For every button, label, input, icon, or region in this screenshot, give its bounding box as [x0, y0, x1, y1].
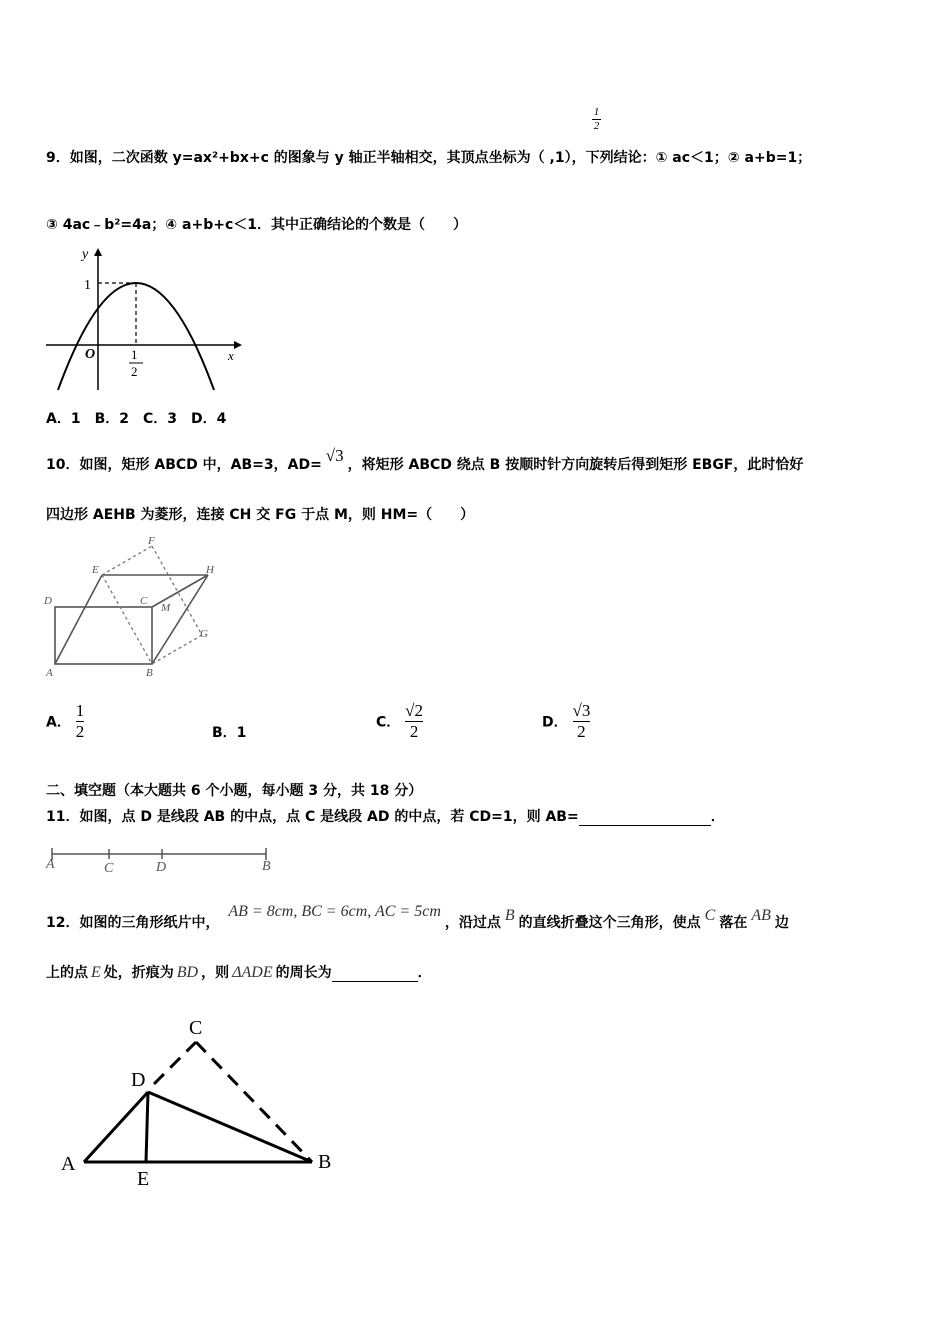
dashed-dc — [154, 1042, 196, 1084]
label-a: A — [61, 1153, 76, 1175]
q12-line1: 12．如图的三角形纸片中， AB = 8cm, BC = 6cm, AC = 5cm，沿过点 B 的直线折叠这个三角形，使点 C 落在 AB 边 — [46, 903, 789, 931]
q9-line1: 9．如图，二次函数 y=ax²+bx+c 的图象与 y 轴正半轴相交，其顶点坐标为（ ,1），下列结论：① ac＜1；② a+b=1； — [46, 150, 812, 166]
q10-option-d: D． $\frac{√3}{2}$ — [542, 701, 591, 741]
half-den-label: 2 — [131, 364, 138, 379]
label-d: D — [156, 860, 167, 875]
frac-sqrt3-half: $\frac{√3}{2}$ — [572, 701, 591, 741]
label-b: B — [146, 667, 153, 679]
q9-parabola-graph — [44, 244, 244, 394]
label-e: E — [137, 1168, 150, 1190]
label-a: A — [46, 857, 55, 872]
q12-triangle-figure — [56, 1012, 346, 1194]
label-d: D — [44, 595, 52, 607]
label-f: F — [148, 535, 155, 547]
sqrt3-inline: √3 — [325, 446, 344, 465]
origin-label: O — [85, 347, 96, 362]
q9-half-fraction: 1 2 — [593, 106, 600, 132]
section2-title: 二、填空题（本大题共 6 个小题，每小题 3 分，共 18 分） — [46, 783, 423, 799]
one-label: 1 — [84, 278, 91, 293]
fold-bd — [148, 1092, 312, 1162]
answer-blank[interactable] — [579, 810, 711, 826]
q10-option-b: B．1 — [212, 725, 247, 741]
q10-rectangle-figure — [40, 534, 230, 686]
q10-line2: 四边形 AEHB 为菱形，连接 CH 交 FG 于点 M，则 HM=（ ） — [46, 507, 475, 523]
x-label: x — [228, 348, 234, 363]
frac-one-half: $\frac{1}{2}$ — [75, 701, 85, 741]
label-e: E — [92, 564, 99, 576]
y-label: y — [82, 247, 89, 262]
q11-segment-figure — [44, 844, 276, 876]
seg-ef-dashed — [102, 546, 152, 575]
label-d: D — [131, 1069, 146, 1091]
q11-text: 11．如图，点 D 是线段 AB 的中点，点 C 是线段 AD 的中点，若 CD=1，则 AB= ． — [46, 809, 725, 825]
label-m: M — [161, 602, 171, 614]
q12-math-lengths: AB = 8cm, BC = 6cm, AC = 5cm — [228, 903, 441, 920]
seg-gb-dashed — [152, 635, 202, 664]
seg-de — [146, 1092, 148, 1162]
answer-blank[interactable] — [332, 966, 418, 982]
x-axis-arrow-icon — [234, 341, 242, 349]
seg-hb — [152, 575, 208, 664]
side-ad — [84, 1092, 148, 1162]
label-h: H — [206, 564, 214, 576]
dashed-cb — [196, 1042, 312, 1162]
label-c: C — [140, 595, 148, 607]
q10-option-a: A． $\frac{1}{2}$ — [46, 701, 85, 741]
label-c: C — [104, 861, 114, 876]
y-axis-arrow-icon — [94, 248, 102, 256]
label-c: C — [189, 1017, 203, 1039]
q10-option-c: C． $\frac{√2}{2}$ — [376, 701, 423, 741]
seg-eb-dashed — [102, 575, 152, 664]
q9-line2: ③ 4ac﹣b²=4a；④ a+b+c＜1．其中正确结论的个数是（ ） — [46, 217, 467, 233]
q10-line1: 10．如图，矩形 ABCD 中，AB=3，AD= √3 ，将矩形 ABCD 绕点 B 按顺时针方向旋转后得到矩形 EBGF，此时恰好 — [46, 446, 804, 473]
seg-ae — [55, 575, 102, 664]
label-b: B — [262, 859, 271, 874]
half-num-label: 1 — [131, 347, 138, 362]
frac-sqrt2-half: $\frac{√2}{2}$ — [405, 701, 423, 741]
seg-fg-dashed — [152, 546, 202, 635]
label-a: A — [46, 667, 53, 679]
label-g: G — [200, 628, 208, 640]
q9-options: A．1 B．2 C．3 D．4 — [46, 411, 227, 427]
q12-line2: 上的点 E 处，折痕为 BD ，则 ΔADE 的周长为 ． — [46, 964, 432, 981]
label-b: B — [318, 1151, 332, 1173]
